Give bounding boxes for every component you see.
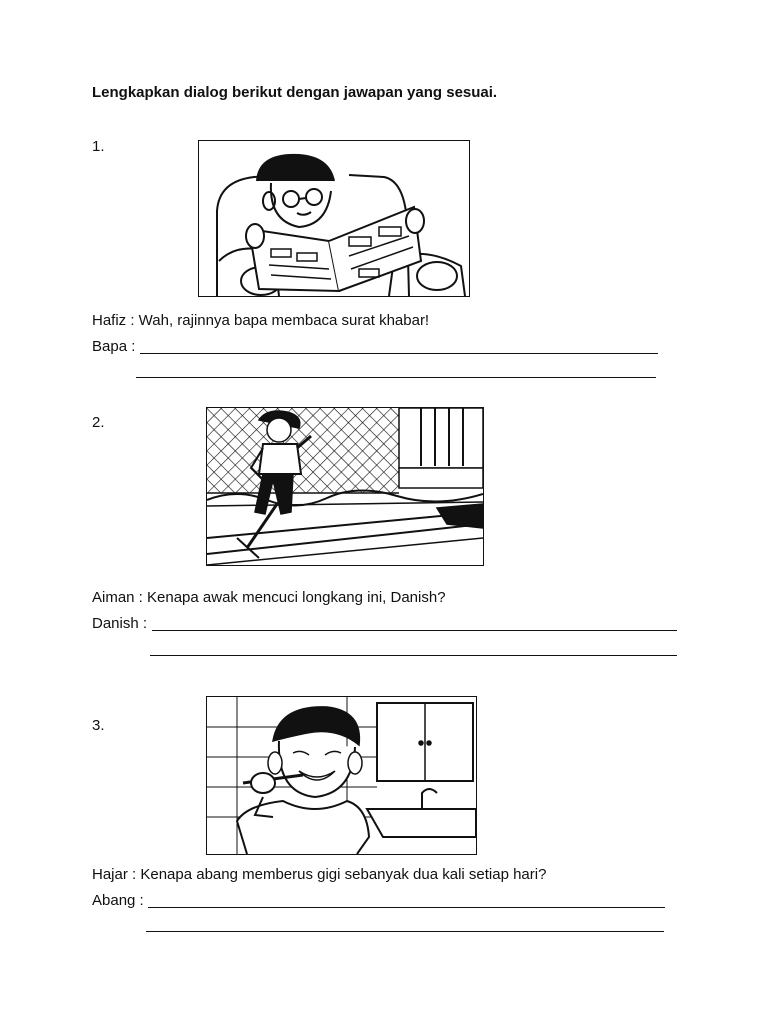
- answer-line-3a[interactable]: [148, 907, 665, 908]
- dialog-responder-3: Abang :: [92, 892, 144, 909]
- answer-line-3b[interactable]: [146, 931, 664, 932]
- answer-line-1a[interactable]: [140, 353, 658, 354]
- illustration-boy-cleaning-drain: [206, 407, 484, 566]
- dialog-prompt-2: Aiman : Kenapa awak mencuci longkang ini, Danish?: [92, 589, 446, 606]
- answer-line-2b[interactable]: [150, 655, 677, 656]
- dialog-prompt-3: Hajar : Kenapa abang memberus gigi sebanyak dua kali setiap hari?: [92, 866, 547, 883]
- illustration-boy-brushing-teeth: [206, 696, 477, 855]
- dialog-responder-1: Bapa :: [92, 338, 136, 355]
- illustration-father-reading-newspaper: [198, 140, 470, 297]
- dialog-responder-2: Danish :: [92, 615, 148, 632]
- answer-line-2a[interactable]: [152, 630, 677, 631]
- question-number-2: 2.: [92, 414, 105, 431]
- question-number-3: 3.: [92, 717, 105, 734]
- question-number-1: 1.: [92, 138, 105, 155]
- dialog-prompt-1: Hafiz : Wah, rajinnya bapa membaca surat khabar!: [92, 312, 430, 329]
- answer-line-1b[interactable]: [136, 377, 656, 378]
- worksheet-instruction: Lengkapkan dialog berikut dengan jawapan yang sesuai.: [92, 84, 498, 101]
